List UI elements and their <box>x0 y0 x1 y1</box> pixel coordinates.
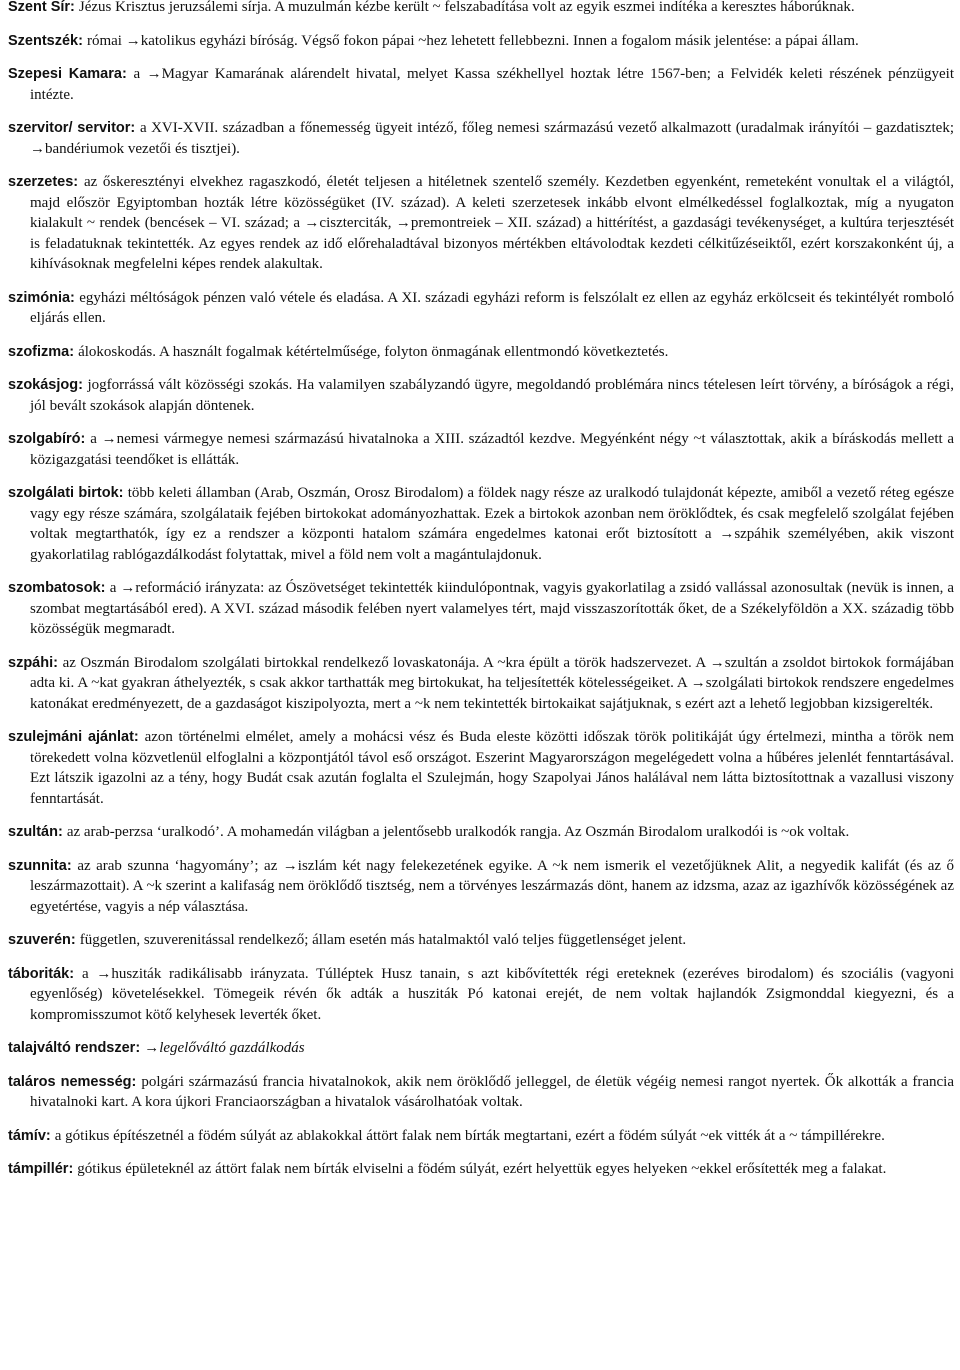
entry-definition: →legelőváltó gazdálkodás <box>144 1040 305 1056</box>
entry-definition: az Oszmán Birodalom szolgálati birtokkal rendelkező lovaskatonája. A ~kra épült a török hadszervezet. A →szultán a zsoldot birtokok formájában adta ki. A ~kat gyakran áthelyezték, s csak akkor tarthatták meg birtokukat, ha teljesítették kötelességeiket. A →szolgálati birtokok rendszere engedelmes katonákat eredményezett, de a gazdaságot kiszipolyozta, mert a ~k nem tekintették birtokaikat sajátjuknak, s ezért azt a lehető legjobban kizsigerelték. <box>30 654 954 712</box>
glossary-entry-szulejmani-ajanlat: szulejmáni ajánlat: azon történelmi elmélet, amely a mohácsi vész és Buda eleste közötti időszak török politikáját úgy értelmezi, mintha a török nem törekedett volna közvetlenül elfoglalni a központjától távol eső országot. Eszerint Magyarországon megelégedett volna a hűbéres jelenlét fenntartásával. Ezt látszik igazolni az a tény, hogy Budát csak azután foglalta el Szulejmán, hogy Szapolyai János halálával nem látta biztosítottnak a vazallusi viszony fenntartását. <box>8 729 954 807</box>
entry-definition: az őskeresztényi elvekhez ragaszkodó, életét teljesen a hitéletnek szentelő személy. Kezdetben egyenként, remeteként vonultak el a világtól, majd először Egyiptomban hozták létre közösségüket (IV. század). A keleti szerzetesek inkább elvont elmélkedéssel foglalkoztak, míg a nyugaton kialakult ~ rendek (bencések – VI. század; a →ciszterciták, →premontreiek – XII. század) a hittérítést, a gazdasági tevékenységet, a kultúra terjesztését is feladatuknak tekintették. Az egyes rendek az idő előrehaladtával bizonyos mértékben eltávolodtak kezdeti célkitűzéseiktől, ezért korszakonként új, a kihívásoknak megfelelni képes rendek alakultak. <box>30 174 955 272</box>
glossary-entry-szolgabiro: szolgabíró: a →nemesi vármegye nemesi származású hivatalnoka a XIII. századtól kezdve. Megyénként négy ~t választottak, akik a bíráskodás mellett a közigazgatási teendőket is ellátták. <box>8 431 954 468</box>
entry-term: szolgabíró <box>8 431 81 447</box>
entry-definition: a →reformáció irányzata: az Ószövetséget tekintették kiindulópontnak, vagyis gyakorlatilag a zsidó vallással azonosultak (nevük is innen, a szombat megtartásából ered). A XVI. század második felében nyert valamelyes tért, majd visszaszorították őket, de a Székelyföldön a XX. századig több közösségük megmaradt. <box>30 580 954 637</box>
glossary-entry-szolgalati-birtok: szolgálati birtok: több keleti államban (Arab, Oszmán, Orosz Birodalom) a földek nagy része az uralkodó tulajdonát képezte, amiből a vezető réteg egésze vagy egy része számára, szolgálataik fejében birtokokat adományozhattak. Ezek a birtokok azonban nem öröklődtek, és csak megfelelő szolgálat fejében voltak megtarthatók, így ez a rendszer a központi hatalom számára engedelmes katonai erőt biztosított a →szpáhik személyében, akik viszont gyakorlatilag rablógazdálkodást folytattak, mivel a föld nem volt a magántulajdonuk. <box>8 485 954 563</box>
entry-term: Szent Sír <box>8 0 71 15</box>
entry-definition: római →katolikus egyházi bíróság. Végső fokon pápai ~hez lehetett fellebbezni. Innen a fogalom másik jelentése: a pápai állam. <box>86 32 859 49</box>
entry-definition: független, szuverenitással rendelkező; állam esetén más hatalmaktól való teljes függetlenséget jelent. <box>79 932 687 948</box>
entry-term: szpáhi <box>8 654 54 671</box>
glossary-entry-szunnita: szunnita: az arab szunna ‘hagyomány’; az →iszlám két nagy felekezetének egyike. A ~k nem ismerik el vezetőjüknek Alit, a negyedik kalifát (és az ő leszármazottait). A ~k szerint a kalifaság nem öröklődő tisztség, nem a törvényes leszármazás dönt, hanem az idzsma, azaz az igazhívők közösségének az egyetértése, vagyis a nép választása. <box>8 857 954 915</box>
entry-definition: a →Magyar Kamarának alárendelt hivatal, melyet Kassa székhellyel hoztak létre 1567-ben; a Felvidék keleti részének pénzügyeit intézte. <box>30 66 954 103</box>
entry-definition: álokoskodás. A használt fogalmak kétértelműsége, folyton önmagának ellentmondó következtetés. <box>78 343 669 360</box>
glossary-entry-szpahi: szpáhi: az Oszmán Birodalom szolgálati birtokkal rendelkező lovaskatonája. A ~kra épült a török hadszervezet. A →szultán a zsoldot birtokok formájában adta ki. A ~kat gyakran áthelyezték, s csak akkor tarthatták meg birtokukat, ha teljesítették kötelességeiket. A →szolgálati birtokok rendszere engedelmes katonákat eredményezett, de a gazdaságot kiszipolyozta, mert a ~k nem tekintették birtokaikat sajátjuknak, s ezért azt a lehető legjobban kizsigerelték. <box>8 654 954 712</box>
entry-definition: Jézus Krisztus jeruzsálemi sírja. A muzulmán kézbe került ~ felszabadítása volt az egyik eszmei indítéka a keresztes háborúknak. <box>78 0 855 15</box>
glossary-entry-szerzetes: szerzetes: az őskeresztényi elvekhez ragaszkodó, életét teljesen a hitéletnek szentelő személy. Kezdetben egyenként, remeteként vonultak el a világtól, majd először Egyiptomban hozták létre közösségüket (IV. század). A keleti szerzetesek inkább elvont elmélkedéssel foglalkoztak, míg a nyugaton kialakult ~ rendek (bencések – VI. század; a →ciszterciták, →premontreiek – XII. század) a hittérítést, a gazdasági tevékenységet, a kultúra terjesztését is feladatuknak tekintették. Az egyes rendek az idő előrehaladtával bizonyos mértékben eltávolodtak kezdeti célkitűzéseiktől, ezért korszakonként új, a kihívásoknak megfelelni képes rendek alakultak. <box>8 174 955 272</box>
glossary-entry-szentszek: Szentszék: római →katolikus egyházi bíróság. Végső fokon pápai ~hez lehetett fellebbezni. Innen a fogalom másik jelentése: a pápai állam. <box>8 32 859 49</box>
glossary-entry-szultan: szultán: az arab-perzsa ‘uralkodó’. A mohamedán világban a jelentősebb uralkodók rangja. Az Oszmán Birodalom uralkodói is ~ok voltak. <box>8 824 850 840</box>
glossary-entry-szepesi-kamara: Szepesi Kamara: a →Magyar Kamarának alárendelt hivatal, melyet Kassa székhellyel hoztak létre 1567-ben; a Felvidék keleti részének pénzügyeit intézte. <box>8 66 954 103</box>
entry-definition: gótikus épületeknél az áttört falak nem bírták elviselni a födém súlyát, ezért helyettük egyes helyeken ~ekkel erősítették meg a falakat. <box>77 1161 887 1177</box>
entry-definition: azon történelmi elmélet, amely a mohácsi vész és Buda eleste közötti időszak török politikáját úgy értelmezi, mintha a török nem törekedett volna közvetlenül elfoglalni a központjától távol eső országot. Eszerint Magyarországon megelégedett volna a hűbéres jelenlét fenntartásával. Ezt látszik igazolni az a tény, hogy Budát csak azután foglalta el Szulejmán, hogy Szapolyai János halálával nem látta biztosítottnak a vazallusi viszony fenntartását. <box>30 729 954 807</box>
glossary-entry-taboritak: táboriták: a →husziták radikálisabb irányzata. Túlléptek Husz tanain, s azt kibővítették régi ereteknek (ezeréves birodalom) és szociális (vagyoni egyenlőség) követelésekkel. Tömegeik révén ők adták a husziták Pó katonai erejét, de nem voltak hajlandók Zsigmonddal kiegyezni, és a kompromisszumot kötő kelyhesek leverték őket. <box>8 965 955 1023</box>
entry-definition: az arab szunna ‘hagyomány’; az →iszlám két nagy felekezetének egyike. A ~k nem ismerik el vezetőjüknek Alit, a negyedik kalifát (és az ő leszármazottait). A ~k szerint a kalifaság nem öröklődő tisztség, nem a törvényes leszármazás dönt, hanem az idzsma, azaz az igazhívők közösségének az egyetértése, vagyis a nép választása. <box>30 857 954 915</box>
entry-term: Szepesi Kamara <box>8 66 122 82</box>
glossary-entry-talajvalto-rendszer: talajváltó rendszer: →legelőváltó gazdálkodás <box>8 1040 305 1056</box>
entry-term: szulejmáni ajánlat <box>8 729 134 745</box>
glossary-entry-tamiv: támív: a gótikus építészetnél a födém súlyát az ablakokkal áttört falak nem bírták megtartani, ezért a födém súlyát ~ek vitték át a ~ támpillérekre. <box>8 1127 885 1144</box>
entry-term: talajváltó rendszer <box>8 1040 136 1056</box>
entry-term: szuverén <box>8 932 71 948</box>
entry-term: szimónia <box>8 289 71 306</box>
glossary-entry-szent-sir: Szent Sír: Jézus Krisztus jeruzsálemi sírja. A muzulmán kézbe került ~ felszabadítása volt az egyik eszmei indítéka a keresztes háborúknak. <box>8 0 855 15</box>
entry-term: szokásjog <box>8 377 79 393</box>
entry-definition: több keleti államban (Arab, Oszmán, Orosz Birodalom) a földek nagy része az uralkodó tulajdonát képezte, amiből a vezető réteg egésze vagy egy része számára, szolgálataik fejében birtokokat adományozhattak. Ezek a birtokok azonban nem öröklődtek, és csak megfelelő szolgálat fejében voltak megtarthatók, így ez a rendszer a központi hatalom számára engedelmes katonai erőt biztosított a →szpáhik személyében, akik viszont gyakorlatilag rablógazdálkodást folytattak, mivel a föld nem volt a magántulajdonuk. <box>30 485 954 563</box>
glossary-entry-szuveren: szuverén: független, szuverenitással rendelkező; állam esetén más hatalmaktól való teljes függetlenséget jelent. <box>8 932 687 948</box>
entry-term: szerzetes <box>8 174 74 190</box>
entry-definition: a →nemesi vármegye nemesi származású hivatalnoka a XIII. századtól kezdve. Megyénként négy ~t választottak, akik a bíráskodás mellett a közigazgatási teendőket is ellátták. <box>30 431 954 468</box>
glossary-entry-talaros-nemesseg: taláros nemesség: polgári származású francia hivatalnokok, akik nem öröklődő jelleggel, de életük végéig nemesi rangot nyertek. Ők alkották a francia hivatalnoki kart. A kora újkori Franciaországban a hivatalok vásárolhatóak voltak. <box>8 1073 954 1110</box>
entry-term: szervitor/ servitor <box>8 120 131 136</box>
entry-term: szolgálati birtok <box>8 485 119 501</box>
entry-term: taláros nemesség <box>8 1073 132 1090</box>
glossary-entry-szombatosok: szombatosok: a →reformáció irányzata: az Ószövetséget tekintették kiindulópontnak, vagyis gyakorlatilag a zsidó vallással azonosultak (nevük is innen, a szombat megtartásából ered). A XVI. század második felében nyert valamelyes tért, majd visszaszorították őket, de a Székelyföldön a XX. századig több közösségük megmaradt. <box>8 580 954 637</box>
glossary-entry-szofizma: szofizma: álokoskodás. A használt fogalmak kétértelműsége, folyton önmagának ellentmondó következtetés. <box>8 343 669 360</box>
entry-term: szofizma <box>8 343 70 360</box>
entry-term: táboriták <box>8 965 70 982</box>
entry-definition: a →husziták radikálisabb irányzata. Túlléptek Husz tanain, s azt kibővítették régi ereteknek (ezeréves birodalom) és szociális (vagyoni egyenlőség) követelésekkel. Tömegeik révén ők adták a husziták Pó katonai erejét, de nem voltak hajlandók Zsigmonddal kiegyezni, és a kompromisszumot kötő kelyhesek leverték őket. <box>30 965 955 1023</box>
glossary-entry-tampiller: támpillér: gótikus épületeknél az áttört falak nem bírták elviselni a födém súlyát, ezért helyettük egyes helyeken ~ekkel erősítették meg a falakat. <box>8 1161 887 1177</box>
entry-term: szultán <box>8 824 58 840</box>
entry-definition: az arab-perzsa ‘uralkodó’. A mohamedán világban a jelentősebb uralkodók rangja. Az Oszmán Birodalom uralkodói is ~ok voltak. <box>66 824 850 840</box>
entry-term: támpillér <box>8 1161 69 1177</box>
entry-definition: a gótikus építészetnél a födém súlyát az ablakokkal áttört falak nem bírták megtartani, ezért a födém súlyát ~ek vitték át a ~ támpillérekre. <box>54 1127 885 1144</box>
entry-term: Szentszék <box>8 32 79 49</box>
entry-definition: jogforrássá vált közösségi szokás. Ha valamilyen szabályzandó ügyre, megoldandó problémára nincs tételesen leírt törvény, a bíróságok a régi, jól bevált szokások alapján döntenek. <box>30 377 954 414</box>
entry-definition: a XVI-XVII. században a főnemesség ügyeit intéző, főleg nemesi származású vezető alkalmazott (uradalmak irányítói – gazdatisztek; →bandériumok vezetői és tisztjei). <box>30 120 955 157</box>
glossary-entry-szokasjog: szokásjog: jogforrássá vált közösségi szokás. Ha valamilyen szabályzandó ügyre, megoldandó problémára nincs tételesen leírt törvény, a bíróságok a régi, jól bevált szokások alapján döntenek. <box>8 377 954 414</box>
entry-definition: polgári származású francia hivatalnokok, akik nem öröklődő jelleggel, de életük végéig nemesi rangot nyertek. Ők alkották a francia hivatalnoki kart. A kora újkori Franciaországban a hivatalok vásárolhatóak voltak. <box>30 1073 954 1110</box>
glossary-entry-szimonia: szimónia: egyházi méltóságok pénzen való vétele és eladása. A XI. századi egyházi reform is felszólalt ez ellen az egyház erkölcseit és tekintélyét romboló eljárás ellen. <box>8 289 954 326</box>
entry-term: szombatosok <box>8 580 101 596</box>
glossary-entry-szervitor: szervitor/ servitor: a XVI-XVII. században a főnemesség ügyeit intéző, főleg nemesi származású vezető alkalmazott (uradalmak irányítói – gazdatisztek; →bandériumok vezetői és tisztjei). <box>8 120 955 157</box>
entry-definition: egyházi méltóságok pénzen való vétele és eladása. A XI. századi egyházi reform is felszólalt ez ellen az egyház erkölcseit és tekintélyét romboló eljárás ellen. <box>30 289 954 326</box>
entry-term: támív <box>8 1127 46 1144</box>
entry-term: szunnita <box>8 857 67 874</box>
